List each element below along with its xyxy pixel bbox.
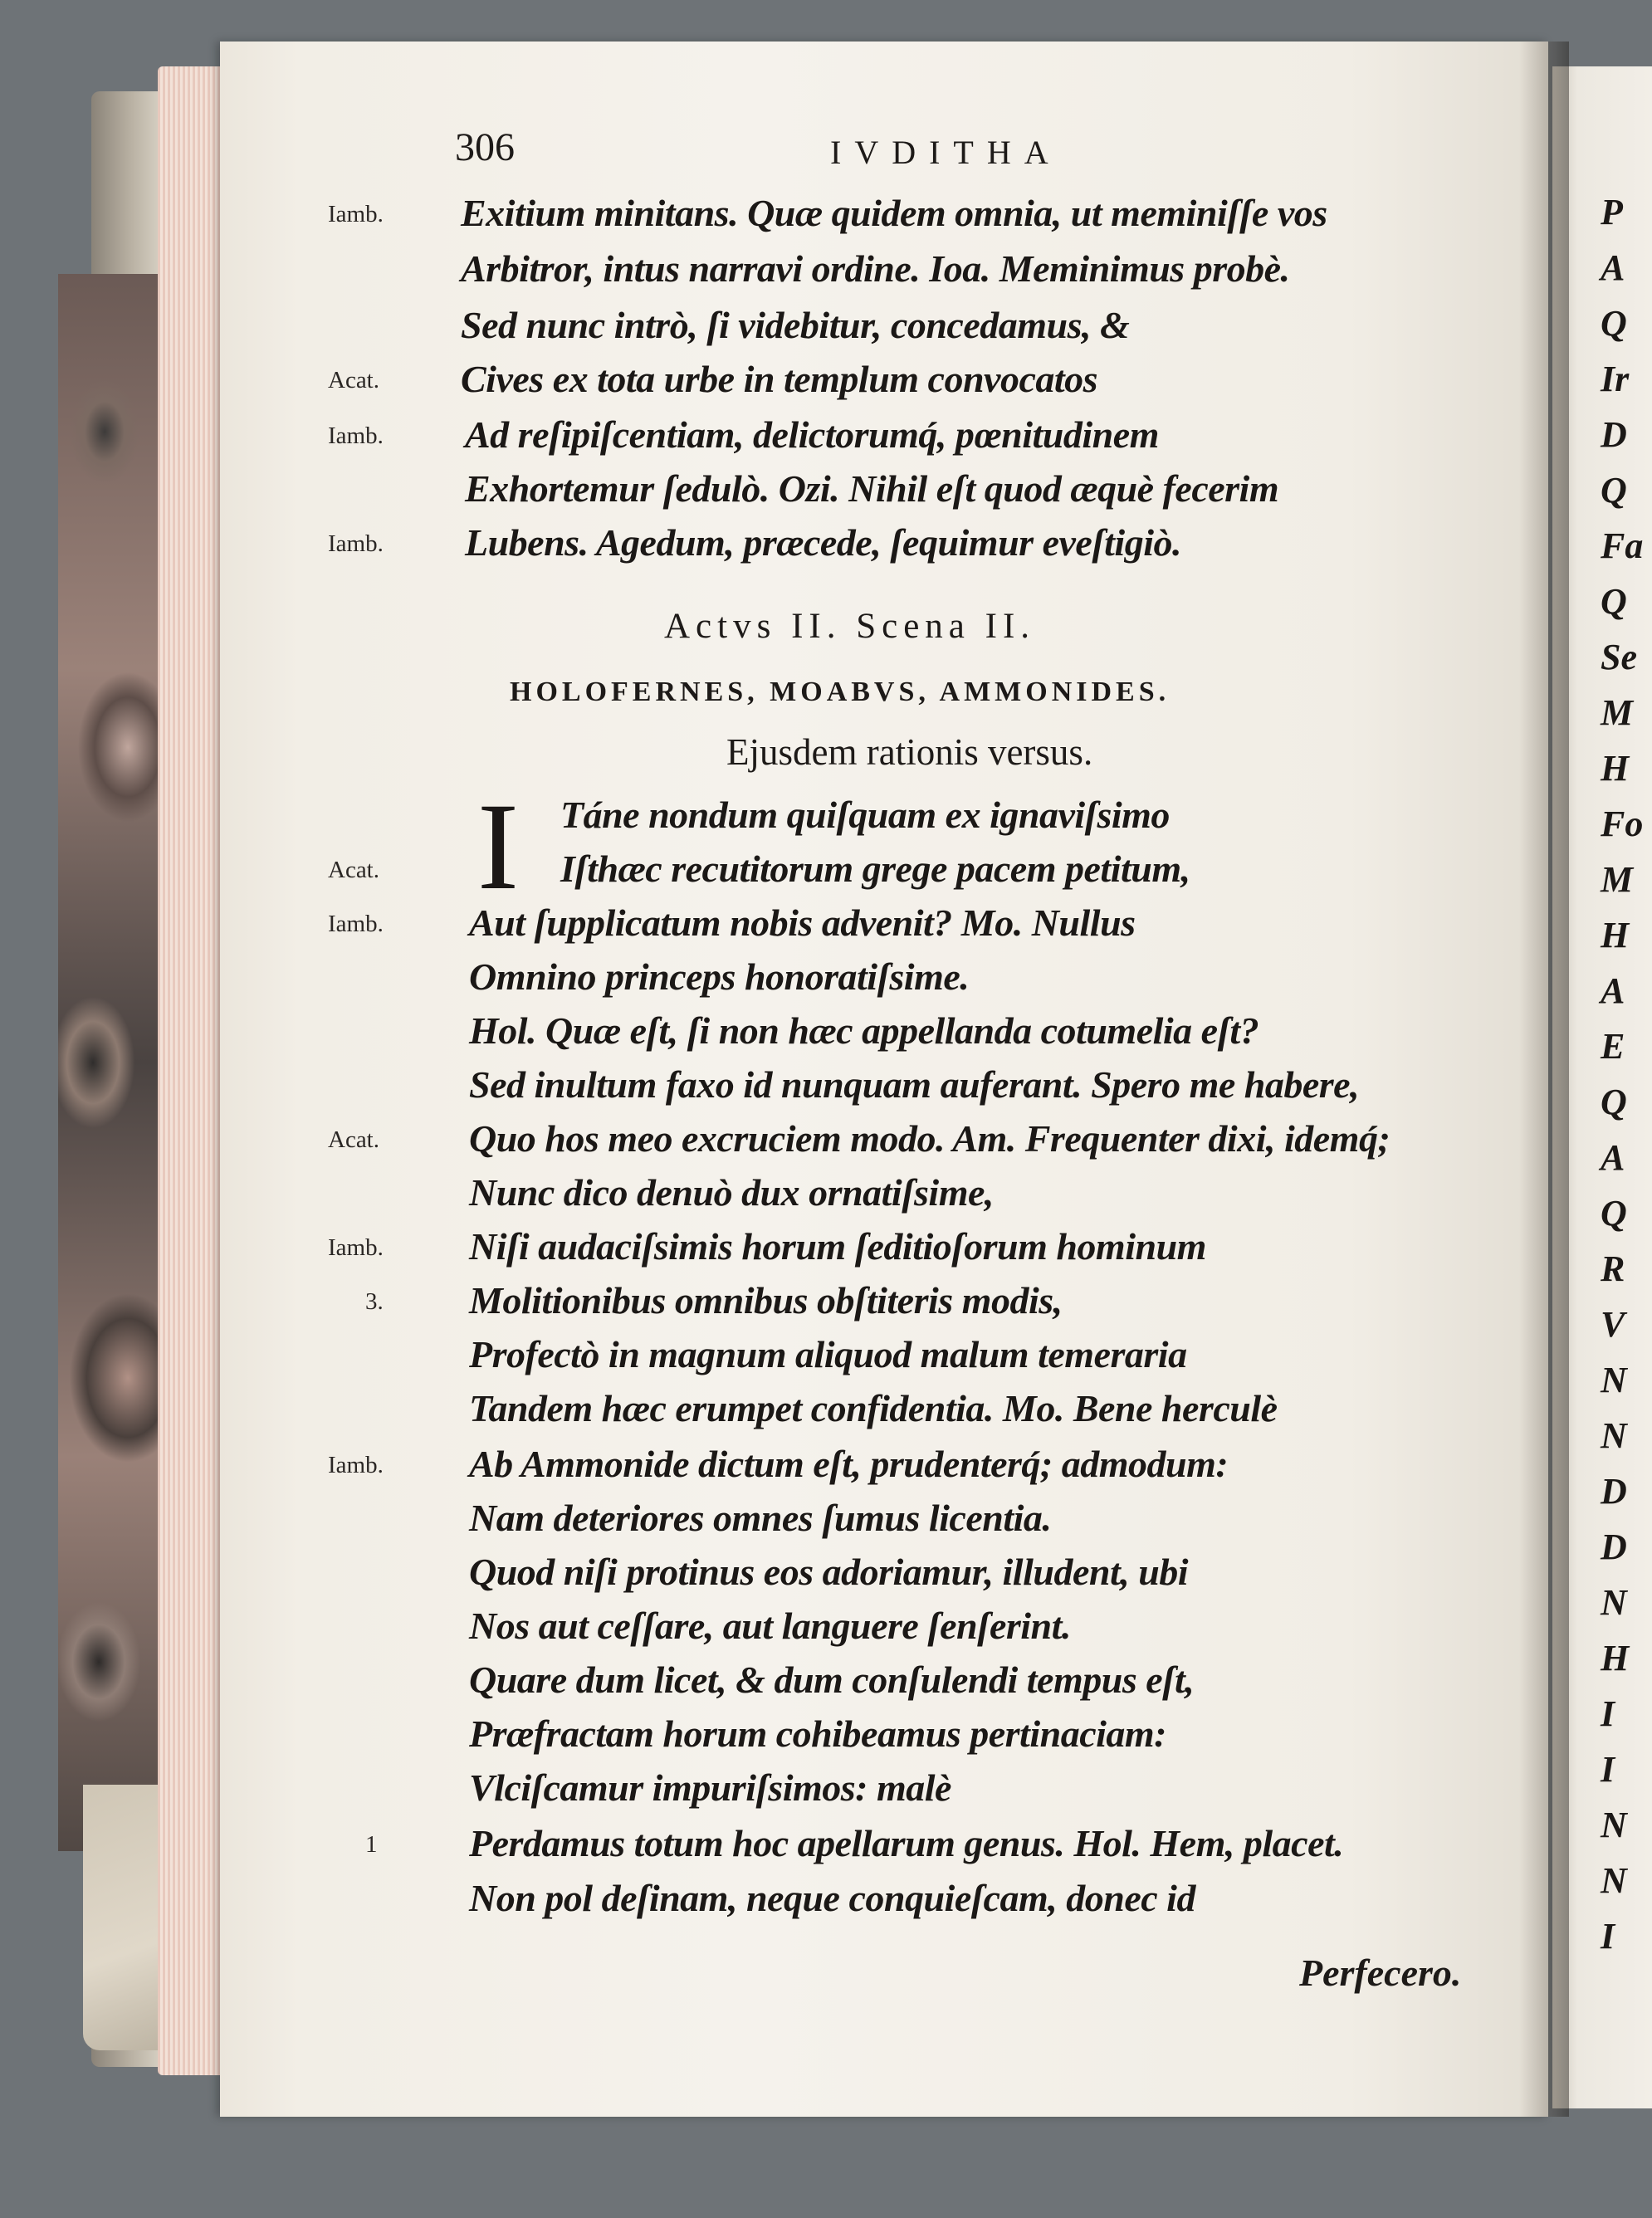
facing-page-letter: Se xyxy=(1601,637,1637,677)
verse-line: Iſthæc recutitorum grege pacem petitum, xyxy=(560,848,1190,890)
facing-page-letter: N xyxy=(1601,1860,1627,1901)
facing-page-letter: Q xyxy=(1601,470,1627,511)
facing-page-letter: A xyxy=(1601,970,1625,1011)
verse-line: Nos aut ceſſare, aut languere ſenſerint. xyxy=(469,1605,1071,1647)
verse-line: Præfractam horum cohibeamus pertinaciam: xyxy=(469,1712,1166,1755)
facing-page-letter: A xyxy=(1601,1137,1625,1178)
verse-line: Táne nondum quiſquam ex ignaviſsimo xyxy=(560,794,1170,836)
facing-page-letter: D xyxy=(1601,1527,1627,1567)
facing-page-letter: N xyxy=(1601,1805,1627,1845)
facing-page-letter: N xyxy=(1601,1360,1627,1400)
facing-page-letter: Q xyxy=(1601,1082,1627,1122)
margin-note: Iamb. xyxy=(328,530,384,557)
facing-page-letter: A xyxy=(1601,247,1625,288)
verse-line: Niſi audaciſsimis horum ſeditioſorum hominum xyxy=(469,1225,1206,1268)
facing-page-letter: M xyxy=(1601,692,1634,733)
catchword: Perfecero. xyxy=(1299,1952,1462,1994)
facing-page-letter: H xyxy=(1601,1638,1630,1678)
facing-page-letter: V xyxy=(1601,1304,1625,1345)
verse-line: Quare dum licet, & dum conſulendi tempus eſt, xyxy=(469,1659,1195,1701)
verse-line: Cives ex tota urbe in templum convocatos xyxy=(461,358,1098,400)
verse-line: Ab Ammonide dictum eſt, prudenterq́; admodum: xyxy=(469,1443,1229,1485)
facing-page-letter: R xyxy=(1601,1248,1625,1289)
margin-note: 3. xyxy=(365,1288,384,1315)
margin-note: Acat. xyxy=(328,1126,379,1153)
facing-page-letter: I xyxy=(1601,1693,1615,1734)
verse-line: Aut ſupplicatum nobis advenit? Mo. Nullus xyxy=(469,901,1136,944)
verse-line: Exhortemur ſedulò. Ozi. Nihil eſt quod æquè fecerim xyxy=(465,467,1279,510)
margin-note: 1 xyxy=(365,1831,378,1858)
margin-note: Acat. xyxy=(328,367,379,393)
facing-page-letter: Q xyxy=(1601,303,1627,344)
verse-line: Sed inultum faxo id nunquam auferant. Spero me habere, xyxy=(469,1063,1360,1106)
verse-line: Arbitror, intus narravi ordine. Ioa. Meminimus probè. xyxy=(461,247,1290,290)
verse-line: Omnino princeps honoratiſsime. xyxy=(469,955,970,998)
facing-page-letter: H xyxy=(1601,915,1630,955)
verse-line: Profectò in magnum aliquod malum temeraria xyxy=(469,1333,1187,1375)
marbled-spine xyxy=(58,274,174,1851)
page-gutter xyxy=(1519,42,1569,2117)
running-title: IVDITHA xyxy=(830,134,1062,171)
verse-line: Lubens. Agedum, præcede, ſequimur eveſtigiò. xyxy=(465,521,1181,564)
verse-line: Vlciſcamur impuriſsimos: malè xyxy=(469,1766,951,1809)
character-list: HOLOFERNES, MOABVS, AMMONIDES. xyxy=(510,677,1171,707)
verse-line: Sed nunc intrò, ſi videbitur, concedamus, & xyxy=(461,304,1130,346)
facing-page-letter: Fo xyxy=(1601,804,1644,844)
scene-heading: Actvs II. Scena II. xyxy=(664,607,1036,646)
facing-page-letter: M xyxy=(1601,859,1634,900)
verse-line: Nam deteriores omnes ſumus licentia. xyxy=(469,1497,1052,1539)
facing-page-letter: H xyxy=(1601,748,1630,789)
facing-page-letter: Q xyxy=(1601,1193,1627,1234)
facing-page-letter: N xyxy=(1601,1415,1627,1456)
facing-page-letter: Q xyxy=(1601,581,1627,622)
page-number: 306 xyxy=(455,125,515,169)
verse-line: Hol. Quæ eſt, ſi non hæc appellanda cotumelia eſt? xyxy=(469,1009,1259,1052)
verse-line: Non pol deſinam, neque conquieſcam, donec id xyxy=(469,1877,1195,1919)
facing-page-letter: N xyxy=(1601,1582,1627,1623)
verse-line: Exitium minitans. Quæ quidem omnia, ut meminiſſe vos xyxy=(461,192,1327,234)
facing-page-letter: D xyxy=(1601,414,1627,455)
facing-page-letter: I xyxy=(1601,1749,1615,1790)
verse-line: Tandem hæc erumpet confidentia. Mo. Bene herculè xyxy=(469,1387,1278,1429)
verse-line: Quod niſi protinus eos adoriamur, illudent, ubi xyxy=(469,1551,1189,1593)
verse-line: Perdamus totum hoc apellarum genus. Hol. Hem, placet. xyxy=(469,1822,1344,1864)
margin-note: Iamb. xyxy=(328,1234,384,1261)
facing-page-letter: I xyxy=(1601,1916,1615,1957)
facing-page-letter: Fa xyxy=(1601,525,1644,566)
facing-page-letter: P xyxy=(1601,192,1623,232)
verse-line: Ad reſipiſcentiam, delictorumq́, pœnitudinem xyxy=(465,413,1159,456)
meter-note: Ejusdem rationis versus. xyxy=(726,731,1093,773)
margin-note: Acat. xyxy=(328,857,379,883)
verse-line: Quo hos meo excruciem modo. Am. Frequenter dixi, idemq́; xyxy=(469,1117,1391,1160)
facing-page-letter: D xyxy=(1601,1471,1627,1512)
drop-cap: I xyxy=(477,778,519,916)
margin-note: Iamb. xyxy=(328,423,384,449)
facing-page-letter: E xyxy=(1601,1026,1625,1067)
facing-page-letter: Ir xyxy=(1601,359,1630,399)
margin-note: Iamb. xyxy=(328,911,384,937)
margin-note: Iamb. xyxy=(328,1452,384,1478)
verse-line: Nunc dico denuò dux ornatiſsime, xyxy=(469,1171,994,1214)
verse-line: Molitionibus omnibus obſtiteris modis, xyxy=(469,1279,1063,1322)
margin-note: Iamb. xyxy=(328,201,384,227)
